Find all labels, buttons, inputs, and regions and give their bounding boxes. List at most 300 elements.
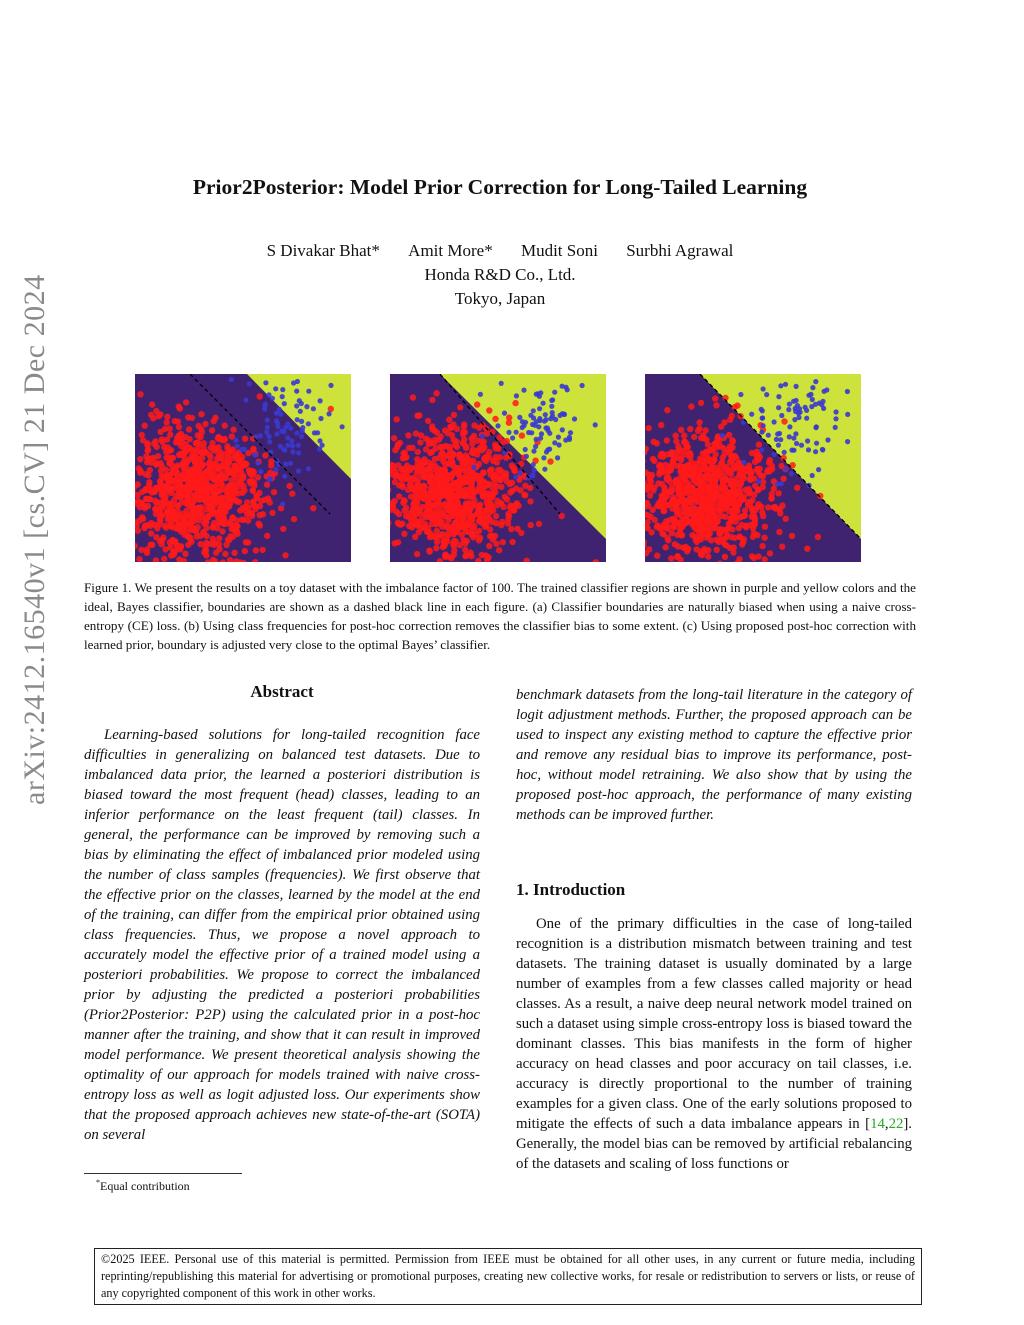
data-point-tail-class (542, 419, 547, 424)
data-point-tail-class (311, 406, 316, 411)
data-point-tail-class (318, 416, 323, 421)
data-point-tail-class (764, 392, 769, 397)
data-point-head-class (752, 459, 758, 465)
data-point-head-class (420, 468, 426, 474)
data-point-head-class (519, 432, 525, 438)
data-point-head-class (651, 439, 657, 445)
data-point-head-class (434, 429, 440, 435)
data-point-tail-class (795, 403, 800, 408)
data-point-tail-class (820, 399, 825, 404)
data-point-head-class (498, 522, 504, 528)
data-point-head-class (678, 454, 684, 460)
data-point-tail-class (845, 439, 850, 444)
data-point-head-class (759, 543, 765, 549)
footnote-text: Equal contribution (100, 1179, 190, 1193)
data-point-head-class (500, 504, 506, 510)
data-point-head-class (510, 465, 516, 471)
data-point-head-class (241, 517, 247, 523)
data-point-head-class (776, 529, 782, 535)
data-point-tail-class (749, 412, 754, 417)
data-point-head-class (527, 498, 533, 504)
data-point-head-class (291, 516, 297, 522)
data-point-tail-class (520, 425, 525, 430)
data-point-tail-class (471, 465, 476, 470)
data-point-head-class (489, 429, 495, 435)
data-point-tail-class (247, 381, 252, 386)
data-point-head-class (701, 546, 707, 552)
data-point-head-class (450, 471, 456, 477)
data-point-tail-class (266, 392, 271, 397)
data-point-head-class (440, 458, 446, 464)
data-point-tail-class (558, 413, 563, 418)
data-point-head-class (768, 495, 774, 501)
data-point-head-class (191, 465, 197, 471)
abstract-heading: Abstract (250, 682, 314, 701)
data-point-tail-class (782, 450, 787, 455)
data-point-head-class (717, 507, 723, 513)
data-point-tail-class (580, 383, 585, 388)
data-point-head-class (415, 519, 421, 525)
data-point-head-class (159, 537, 165, 543)
data-point-tail-class (541, 455, 546, 460)
data-point-head-class (166, 460, 172, 466)
data-point-tail-class (741, 460, 746, 465)
data-point-head-class (226, 499, 232, 505)
data-point-head-class (700, 432, 706, 438)
data-point-tail-class (317, 447, 322, 452)
data-point-head-class (457, 404, 463, 410)
figure-panel-a (135, 374, 351, 562)
data-point-head-class (153, 511, 159, 517)
data-point-head-class (734, 481, 740, 487)
data-point-head-class (172, 469, 178, 475)
data-point-tail-class (552, 390, 557, 395)
data-point-head-class (246, 478, 252, 484)
data-point-tail-class (543, 425, 548, 430)
data-point-head-class (707, 477, 713, 483)
data-point-head-class (181, 518, 187, 524)
data-point-head-class (712, 476, 718, 482)
data-point-head-class (504, 496, 510, 502)
data-point-head-class (700, 506, 706, 512)
data-point-head-class (427, 469, 433, 475)
data-point-head-class (462, 553, 468, 559)
data-point-head-class (458, 478, 464, 484)
data-point-head-class (705, 448, 711, 454)
data-point-head-class (429, 449, 435, 455)
data-point-head-class (212, 415, 218, 421)
data-point-head-class (229, 526, 235, 532)
data-point-head-class (506, 513, 512, 519)
data-point-head-class (415, 460, 421, 466)
data-point-head-class (449, 450, 455, 456)
data-point-tail-class (775, 431, 780, 436)
data-point-head-class (675, 553, 681, 559)
data-point-head-class (162, 546, 168, 552)
data-point-head-class (705, 532, 711, 538)
data-point-head-class (167, 539, 173, 545)
data-point-head-class (508, 526, 514, 532)
data-point-head-class (390, 504, 396, 510)
data-point-head-class (701, 488, 707, 494)
data-point-head-class (271, 489, 277, 495)
data-point-head-class (646, 546, 652, 552)
data-point-tail-class (845, 412, 850, 417)
data-point-head-class (143, 453, 149, 459)
data-point-head-class (488, 500, 494, 506)
data-point-head-class (259, 547, 265, 553)
data-point-head-class (145, 446, 151, 452)
data-point-head-class (220, 505, 226, 511)
data-point-tail-class (568, 430, 573, 435)
data-point-head-class (497, 454, 503, 460)
data-point-head-class (446, 417, 452, 423)
data-point-head-class (464, 538, 470, 544)
data-point-head-class (720, 479, 726, 485)
data-point-head-class (467, 549, 473, 555)
data-point-tail-class (295, 379, 300, 384)
data-point-head-class (483, 552, 489, 558)
citation-link[interactable]: 14 (870, 1116, 885, 1132)
data-point-tail-class (502, 411, 507, 416)
data-point-head-class (465, 470, 471, 476)
data-point-head-class (730, 438, 736, 444)
footnote-divider (84, 1173, 242, 1174)
data-point-head-class (448, 555, 454, 561)
data-point-tail-class (537, 406, 542, 411)
affiliation-line: Honda R&D Co., Ltd. (424, 265, 576, 284)
data-point-head-class (439, 523, 445, 529)
data-point-head-class (747, 522, 753, 528)
data-point-head-class (269, 510, 275, 516)
data-point-tail-class (759, 447, 764, 452)
data-point-head-class (512, 400, 518, 406)
data-point-head-class (429, 397, 435, 403)
data-point-head-class (147, 496, 153, 502)
data-point-head-class (762, 524, 768, 530)
data-point-head-class (749, 450, 755, 456)
data-point-head-class (479, 508, 485, 514)
data-point-head-class (685, 462, 691, 468)
data-point-tail-class (274, 431, 279, 436)
data-point-head-class (664, 451, 670, 457)
data-point-head-class (678, 427, 684, 433)
data-point-head-class (766, 460, 772, 466)
data-point-tail-class (759, 430, 764, 435)
data-point-tail-class (290, 443, 295, 448)
data-point-head-class (461, 441, 467, 447)
data-point-head-class (209, 427, 215, 433)
data-point-head-class (417, 508, 423, 514)
data-point-tail-class (304, 404, 309, 409)
citation-link[interactable]: 22 (888, 1116, 904, 1132)
data-point-tail-class (263, 402, 268, 407)
data-point-head-class (155, 453, 161, 459)
data-point-head-class (182, 551, 188, 557)
data-point-head-class (178, 543, 184, 549)
data-point-head-class (449, 459, 455, 465)
data-point-head-class (727, 479, 733, 485)
data-point-tail-class (759, 407, 764, 412)
data-point-tail-class (761, 423, 766, 428)
data-point-head-class (137, 391, 143, 397)
data-point-head-class (156, 499, 162, 505)
data-point-tail-class (774, 437, 779, 442)
figure-panel-c (645, 374, 861, 562)
author-name: Amit More* (408, 241, 493, 260)
data-point-tail-class (720, 433, 725, 438)
data-point-head-class (710, 508, 716, 514)
section-heading-introduction: 1. Introduction (516, 880, 626, 899)
data-point-head-class (396, 493, 402, 499)
data-point-head-class (184, 489, 190, 495)
data-point-head-class (197, 541, 203, 547)
data-point-head-class (670, 516, 676, 522)
data-point-head-class (250, 447, 256, 453)
data-point-head-class (136, 465, 142, 471)
data-point-head-class (152, 438, 158, 444)
data-point-tail-class (776, 405, 781, 410)
arxiv-identifier: arXiv:2412.16540v1 [cs.CV] 21 Dec 2024 (18, 274, 51, 805)
data-point-head-class (233, 451, 239, 457)
data-point-head-class (310, 505, 316, 511)
data-point-tail-class (306, 466, 311, 471)
data-point-head-class (409, 445, 415, 451)
data-point-head-class (755, 452, 761, 458)
data-point-head-class (411, 476, 417, 482)
data-point-head-class (741, 536, 747, 542)
data-point-head-class (449, 491, 455, 497)
data-point-tail-class (808, 392, 813, 397)
data-point-head-class (659, 481, 665, 487)
data-point-head-class (727, 498, 733, 504)
data-point-head-class (391, 435, 397, 441)
data-point-head-class (527, 485, 533, 491)
data-point-tail-class (283, 425, 288, 430)
data-point-head-class (687, 451, 693, 457)
data-point-head-class (414, 551, 420, 557)
data-point-head-class (427, 479, 433, 485)
data-point-head-class (161, 556, 167, 562)
data-point-head-class (184, 496, 190, 502)
data-point-head-class (750, 510, 756, 516)
data-point-head-class (729, 526, 735, 532)
data-point-head-class (683, 469, 689, 475)
data-point-head-class (476, 528, 482, 534)
footnote-mark: * (96, 1178, 100, 1187)
data-point-head-class (216, 473, 222, 479)
data-point-head-class (651, 458, 657, 464)
data-point-tail-class (288, 461, 293, 466)
figure-caption: Figure 1. We present the results on a toy dataset with the imbalance factor of 100. The trained classifier regions are shown in purple and yellow colors and the ideal, Bayes classifier, boundaries are shown as a dashed black line in each figure. (a) Classifier boundaries are naturally biased when using a naive cross-entropy (CE) loss. (b) Using class frequencies for post-hoc correction removes the classifier bias to some extent. (c) Using proposed post-hoc correction with learned prior, boundary is adjusted very close to the optimal Bayes’ classifier. (84, 580, 916, 652)
data-point-tail-class (804, 416, 809, 421)
data-point-head-class (654, 524, 660, 530)
data-point-head-class (504, 478, 510, 484)
data-point-head-class (697, 533, 703, 539)
data-point-tail-class (779, 413, 784, 418)
data-point-tail-class (810, 473, 815, 478)
abstract-body (84, 725, 480, 1145)
data-point-head-class (650, 487, 656, 493)
data-point-head-class (493, 513, 499, 519)
footnote (96, 1178, 190, 1194)
data-point-tail-class (541, 401, 546, 406)
data-point-head-class (200, 529, 206, 535)
data-point-head-class (189, 415, 195, 421)
abstract-continuation (516, 685, 912, 825)
data-point-head-class (712, 395, 718, 401)
data-point-head-class (145, 503, 151, 509)
data-point-head-class (755, 469, 761, 475)
data-point-head-class (157, 518, 163, 524)
data-point-head-class (490, 475, 496, 481)
data-point-head-class (221, 437, 227, 443)
data-point-head-class (442, 554, 448, 560)
data-point-head-class (794, 485, 800, 491)
data-point-tail-class (787, 434, 792, 439)
data-point-tail-class (502, 450, 507, 455)
data-point-head-class (405, 432, 411, 438)
data-point-tail-class (529, 430, 534, 435)
data-point-tail-class (258, 469, 263, 474)
introduction-text: One of the primary difficulties in the case of long-tailed recognition is a distribution mismatch between training and test datasets. The training dataset is usually dominated by a large number of examples from a few classes called majority or head classes. As a result, a naive deep neural network model trained on such a dataset using simple cross-entropy loss is biased toward the dominant classes. This bias manifests in the form of higher accuracy on head classes and poor accuracy on tail classes, i.e. accuracy is directly proportional to the number of training examples for a given class. One of the early solutions proposed to mitigate the effects of such a data imbalance appears in [ (516, 916, 912, 1132)
data-point-tail-class (318, 398, 323, 403)
data-point-head-class (175, 418, 181, 424)
data-point-head-class (188, 527, 194, 533)
data-point-head-class (714, 547, 720, 553)
data-point-head-class (711, 515, 717, 521)
data-point-head-class (648, 514, 654, 520)
data-point-head-class (465, 506, 471, 512)
data-point-head-class (700, 498, 706, 504)
data-point-head-class (754, 532, 760, 538)
data-point-head-class (412, 534, 418, 540)
data-point-head-class (466, 511, 472, 517)
data-point-head-class (693, 470, 699, 476)
data-point-head-class (696, 425, 702, 431)
data-point-tail-class (255, 460, 260, 465)
data-point-head-class (163, 455, 169, 461)
data-point-head-class (728, 515, 734, 521)
data-point-tail-class (547, 431, 552, 436)
data-point-tail-class (756, 479, 761, 484)
data-point-head-class (711, 495, 717, 501)
data-point-tail-class (285, 443, 290, 448)
data-point-head-class (698, 400, 704, 406)
data-point-head-class (518, 530, 524, 536)
data-point-head-class (656, 463, 662, 469)
data-point-tail-class (243, 398, 248, 403)
data-point-tail-class (786, 407, 791, 412)
data-point-tail-class (761, 386, 766, 391)
data-point-head-class (242, 436, 248, 442)
data-point-tail-class (296, 468, 301, 473)
data-point-head-class (426, 459, 432, 465)
data-point-head-class (425, 418, 431, 424)
data-point-tail-class (804, 408, 809, 413)
data-point-head-class (789, 533, 795, 539)
data-point-head-class (258, 498, 264, 504)
data-point-head-class (658, 422, 664, 428)
data-point-head-class (181, 447, 187, 453)
data-point-tail-class (543, 412, 548, 417)
data-point-head-class (242, 504, 248, 510)
data-point-head-class (691, 489, 697, 495)
data-point-head-class (135, 528, 141, 534)
data-point-head-class (749, 553, 755, 559)
data-point-head-class (460, 455, 466, 461)
data-point-tail-class (514, 430, 519, 435)
data-point-head-class (427, 512, 433, 518)
data-point-head-class (664, 535, 670, 541)
data-point-tail-class (294, 403, 299, 408)
data-point-tail-class (542, 467, 547, 472)
data-point-head-class (689, 497, 695, 503)
data-point-head-class (482, 455, 488, 461)
data-point-head-class (509, 539, 515, 545)
data-point-head-class (665, 502, 671, 508)
data-point-head-class (401, 455, 407, 461)
data-point-head-class (228, 448, 234, 454)
data-point-head-class (698, 551, 704, 557)
data-point-tail-class (306, 389, 311, 394)
data-point-head-class (708, 465, 714, 471)
data-point-head-class (779, 544, 785, 550)
data-point-head-class (455, 468, 461, 474)
data-point-head-class (196, 423, 202, 429)
data-point-head-class (670, 459, 676, 465)
data-point-head-class (449, 482, 455, 488)
data-point-head-class (202, 421, 208, 427)
data-point-tail-class (534, 437, 539, 442)
data-point-head-class (183, 399, 189, 405)
data-point-tail-class (283, 461, 288, 466)
data-point-head-class (255, 474, 261, 480)
data-point-head-class (186, 426, 192, 432)
data-point-tail-class (480, 434, 485, 439)
data-point-tail-class (499, 381, 504, 386)
data-point-head-class (153, 460, 159, 466)
data-point-head-class (701, 463, 707, 469)
data-point-head-class (660, 494, 666, 500)
data-point-head-class (467, 458, 473, 464)
data-point-head-class (711, 441, 717, 447)
data-point-tail-class (229, 377, 234, 382)
data-point-head-class (260, 511, 266, 517)
data-point-head-class (250, 487, 256, 493)
data-point-head-class (509, 488, 515, 494)
data-point-head-class (208, 501, 214, 507)
data-point-head-class (166, 486, 172, 492)
data-point-head-class (679, 532, 685, 538)
data-point-head-class (769, 466, 775, 472)
data-point-head-class (664, 407, 670, 413)
data-point-head-class (210, 509, 216, 515)
data-point-head-class (731, 544, 737, 550)
data-point-tail-class (533, 423, 538, 428)
data-point-head-class (192, 492, 198, 498)
data-point-head-class (153, 534, 159, 540)
data-point-head-class (480, 445, 486, 451)
data-point-tail-class (766, 433, 771, 438)
data-point-tail-class (560, 427, 565, 432)
data-point-tail-class (793, 431, 798, 436)
data-point-tail-class (593, 422, 598, 427)
data-point-head-class (230, 427, 236, 433)
data-point-head-class (698, 516, 704, 522)
data-point-head-class (229, 477, 235, 483)
data-point-head-class (474, 451, 480, 457)
